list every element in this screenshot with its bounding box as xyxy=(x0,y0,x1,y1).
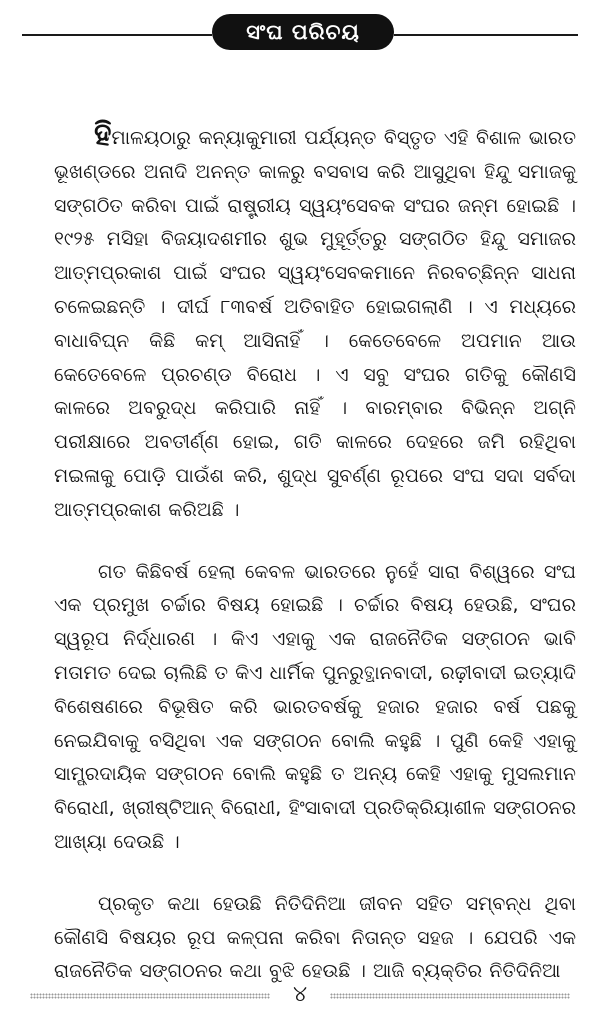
paragraph-1 xyxy=(54,117,576,528)
chapter-title: ସଂଘ ପରିଚୟ xyxy=(212,14,394,50)
header-rule-left xyxy=(22,34,212,36)
paragraph-2: ଗତ କିଛିବର୍ଷ ହେଲା କେବଳ ଭାରତରେ ନୁହେଁ ସାରା ବିଶ୍ୱରେ ସଂଘ ଏକ ପ୍ରମୁଖ ଚର୍ଚ୍ଚାର ବିଷୟ ହୋଇଛି । ଚର୍ଚ୍ଚାର ବିଷୟ ହେଉଛି, ସଂଘର ସ୍ୱରୂପ ନିର୍ଦ୍ଧାରଣ । କିଏ ଏହାକୁ ଏକ ରାଜନୈତିକ ସଙ୍ଗଠନ ଭାବି ମତାମତ ଦେଇ ଚାଲିଛି ତ କିଏ ଧାର୍ମିକ ପୁନରୁତ୍ଥାନବାଦୀ, ରଢ଼ୀବାଦୀ ଇତ୍ୟାଦି ବିଶେଷଣରେ ବିଭୂଷିତ କରି ଭାରତବର୍ଷକୁ ହଜାର ହଜାର ବର୍ଷ ପଛକୁ ନେଇଯିବାକୁ ବସିଥିବା ଏକ ସଙ୍ଗଠନ ବୋଲି କହୁଛି । ପୁଣି କେହି ଏହାକୁ ସାମ୍ପ୍ରଦାୟିକ ସଙ୍ଗଠନ ବୋଲି କହୁଛି ତ ଅନ୍ୟ କେହି ଏହାକୁ ମୁସଲମାନ ବିରୋଧୀ, ଖ୍ରୀଷ୍ଟିଆନ୍ ବିରୋଧୀ, ହିଂସାବାଦୀ ପ୍ରତିକ୍ରିୟାଶୀଳ ସଙ୍ଗଠନର ଆଖ୍ୟା ଦେଉଛି । xyxy=(54,560,576,853)
page-footer xyxy=(30,982,570,1008)
footer-ornament-left xyxy=(30,993,270,999)
header-rule-right xyxy=(394,34,578,36)
paragraph-1-text: ମାଳୟଠାରୁ କନ୍ୟାକୁମାରୀ ପର୍ଯ୍ୟନ୍ତ ବିସ୍ତୃତ ଏହି ବିଶାଳ ଭାରତ ଭୂଖଣ୍ଡରେ ଅନାଦି ଅନନ୍ତ କାଳରୁ ବସବାସ କରି ଆସୁଥିବା ହିନ୍ଦୁ ସମାଜକୁ ସଙ୍ଗଠିତ କରିବା ପାଇଁ ରାଷ୍ଟ୍ରୀୟ ସ୍ୱୟଂସେବକ ସଂଘର ଜନ୍ମ ହୋଇଛି । ୧୯୨୫ ମସିହା ବିଜୟାଦଶମୀର ଶୁଭ ମୁହୂର୍ତ୍ତରୁ ସଙ୍ଗଠିତ ହିନ୍ଦୁ ସମାଜର ଆତ୍ମପ୍ରକାଶ ପାଇଁ ସଂଘର ସ୍ୱୟଂସେବକମାନେ ନିରବଚ୍ଛିନ୍ନ ସାଧନା ଚଳେଇଛନ୍ତି । ଦୀର୍ଘ ୮୩ବର୍ଷ ଅତିବାହିତ ହୋଇଗଲାଣି । ଏ ମଧ୍ୟରେ ବାଧାବିଘ୍ନ କିଛି କମ୍ ଆସିନାହିଁ । କେତେବେଳେ ଅପମାନ ଆଉ କେତେବେଳେ ପ୍ରଚଣ୍ଡ ବିରୋଧ । ଏ ସବୁ ସଂଘର ଗତିକୁ କୌଣସି କାଳରେ ଅବରୁଦ୍ଧ କରିପାରି ନାହିଁ । ବାରମ୍ବାର ବିଭିନ୍ନ ଅଗ୍ନି ପରୀକ୍ଷାରେ ଅବତୀର୍ଣ୍ଣ ହୋଇ, ଗତି କାଳରେ ଦେହରେ ଜମି ରହିଥିବା ମଇଳାକୁ ପୋଡ଼ି ପାଉଁଶ କରି, ଶୁଦ୍ଧ ସୁବର୍ଣ୍ଣ ରୂପରେ ସଂଘ ସଦା ସର୍ବଦା ଆତ୍ମପ୍ରକାଶ କରିଅଛି । xyxy=(54,127,576,521)
body-text xyxy=(54,117,576,1017)
drop-cap: ହି xyxy=(94,117,112,152)
page-number: ୪ xyxy=(292,982,308,1007)
paragraph-3: ପ୍ରକୃତ କଥା ହେଉଛି ନିତିଦିନିଆ ଜୀବନ ସହିତ ସମ୍ବନ୍ଧ ଥିବା କୌଣସି ବିଷୟର ରୂପ କଳ୍ପନା କରିବା ନିତାନ୍ତ ସହଜ । ଯେପରି ଏକ ରାଜନୈତିକ ସଙ୍ଗଠନର କଥା ବୁଝି ହେଉଛି । ଆଜି ବ୍ୟକ୍ତିର ନିତିଦିନିଆ xyxy=(54,892,576,983)
page-header xyxy=(22,14,578,50)
footer-ornament-right xyxy=(330,993,570,999)
